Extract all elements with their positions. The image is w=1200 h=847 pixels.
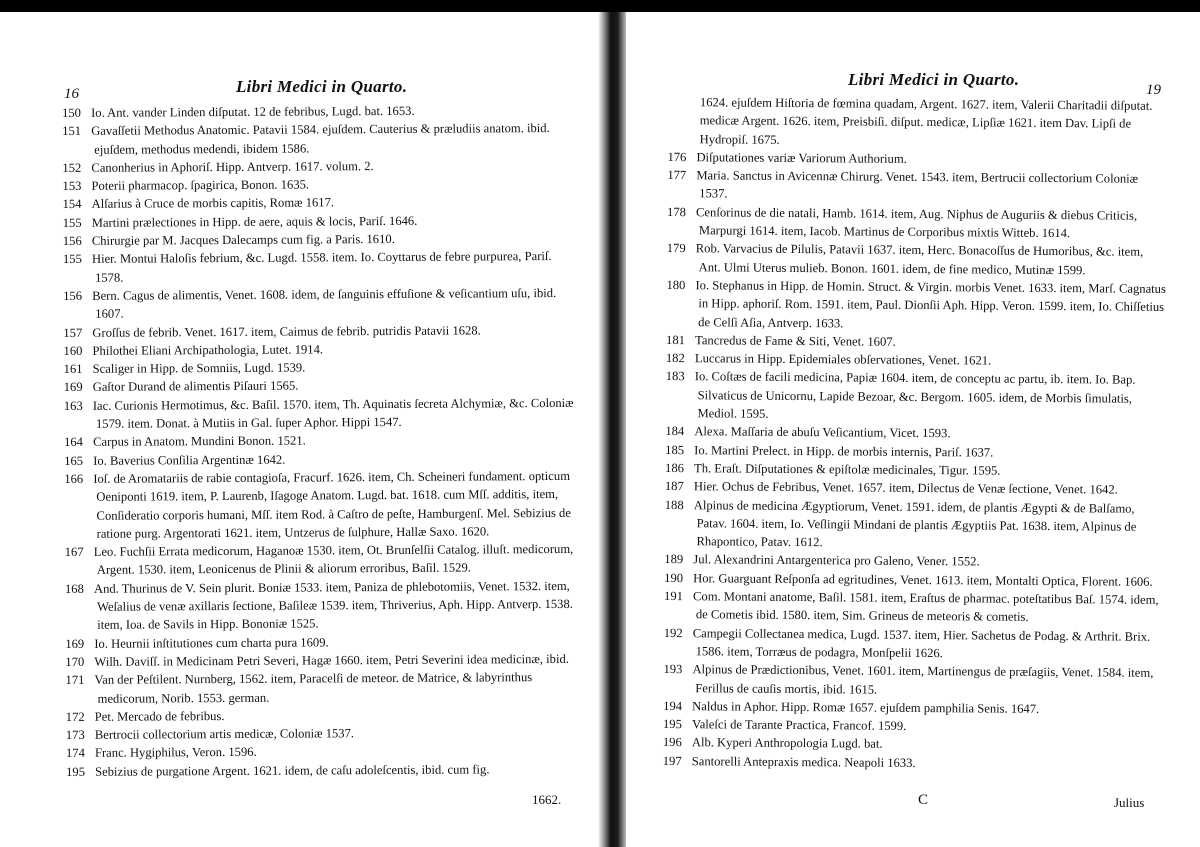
- entry-number: 164: [64, 435, 83, 450]
- entry-text: Bern. Cagus de alimentis, Venet. 1608. idem, de ſanguinis effuſione & veſicantium uſu, ibid. 1607.: [92, 285, 557, 322]
- catalog-entry: [667, 203, 1167, 244]
- entry-number: 192: [663, 625, 683, 640]
- entry-text: Io. Martini Prelect. in Hipp. de morbis internis, Pariſ. 1637.: [694, 442, 994, 460]
- entry-number: 174: [65, 746, 85, 761]
- entry-text: Van der Peſtilent. Nurnberg, 1562. item, Paracelſi de meteor. de Matrice, & labyrinthus medicorum, Norib. 1553. german.: [94, 670, 533, 706]
- entry-number: 156: [62, 233, 82, 249]
- entry-text: Santorelli Antepraxis medica. Neapoli 1633.: [691, 753, 916, 770]
- entry-text: Pet. Mercado de febribus.: [94, 708, 225, 724]
- catalog-entry: [65, 668, 580, 708]
- entry-text: Alb. Kyperi Anthropologia Lugd. bat.: [691, 735, 883, 752]
- entry-text: Com. Montani anatome, Baſil. 1581. item, Eraſtus de pharmac. poteſtatibus Baſ. 1574. idem, de Cometis ibid. 1580. item, Sim. Grineus de meteoris & cometis.: [692, 589, 1159, 625]
- entry-text: Luccarus in Hipp. Epidemiales obſervationes, Venet. 1621.: [694, 351, 992, 368]
- entry-text: Ioſ. de Aromatariis de rabie contagioſa, Fracurf. 1626. item, Ch. Scheineri fundament. opticum Oeniponti 1619. item, P. Laurenb, Iſagoge Anatom. Lugd. bat. 1618. cum Mſſ. additis, item, Conſideratio corporis humani, Mſſ. item Rod. à Caſtro de peſte, Hamburgenſ. Mel. Sebizius de ratione purg. Argentorati 1621. item, Untzerus de ſulphure, Hallæ Saxo. 1620.: [93, 468, 571, 541]
- entry-text: Tancredus de Fame & Siti, Venet. 1607.: [695, 333, 896, 349]
- catalog-entry: [66, 760, 581, 781]
- entry-text: Rob. Varvacius de Pilulis, Patavii 1637. item, Herc. Bonacoſſus de Humoribus, &c. item, Ant. Ulmi Uterus mulieb. Bonon. 1601. idem, de fine medico, Mutinæ 1599.: [695, 241, 1144, 277]
- entry-text: Io. Ant. vander Linden diſputat. 12 de febribus, Lugd. bat. 1653.: [91, 103, 415, 120]
- entry-text: Sebizius de purgatione Argent. 1621. idem, de caſu adoleſcentis, ibid. cum fig.: [95, 762, 490, 779]
- catalog-entry: [664, 624, 1164, 665]
- entry-text: Martini prælectiones in Hipp. de aere, aquis & locis, Pariſ. 1646.: [91, 213, 418, 230]
- entry-list: [663, 93, 1168, 774]
- catalog-entry: [64, 394, 579, 434]
- entry-text: Leo. Fuchſii Errata medicorum, Haganoæ 1530. item, Ot. Brunſelſii Catalog. illuſt. medicorum, Argent. 1530. item, Leonicenus de Plinii & aliorum erroribus, Baſil. 1529.: [93, 542, 574, 578]
- catalog-entry: [63, 247, 578, 287]
- right-page: [626, 12, 1200, 847]
- entry-number: 161: [63, 362, 83, 377]
- entry-number: 183: [665, 369, 685, 384]
- left-page: [0, 12, 598, 847]
- entry-text: Alexa. Maſſaria de abuſu Veſicantium, Vicet. 1593.: [694, 424, 951, 441]
- entry-text: Carpus in Anatom. Mundini Bonon. 1521.: [93, 433, 306, 450]
- entry-number: 152: [62, 160, 82, 175]
- entry-number: 150: [62, 105, 81, 120]
- entry-number: 182: [665, 351, 685, 366]
- entry-number: 167: [64, 545, 84, 560]
- entry-number: 185: [665, 442, 685, 457]
- entry-number: 179: [666, 241, 686, 256]
- catalog-entry: [65, 577, 580, 635]
- running-title: Libri Medici in Quarto.: [848, 70, 1020, 89]
- entry-text: Io. Stephanus in Hipp. de Homin. Struct. & Virgin. morbis Venet. 1633. item, Marſ. Cagnatus in Hipp. aphoriſ. Rom. 1591. item, Paul. Dionſii Aph. Hipp. Veron. 1599. item, Io. Chiſſetius de Celſi Aſia, Antverp. 1633.: [695, 278, 1166, 330]
- scan-top-edge: [0, 0, 1200, 12]
- running-title: Libri Medici in Quarto.: [236, 77, 408, 96]
- page-number: 19: [1146, 82, 1161, 98]
- entry-text: Diſputationes variæ Variorum Authorium.: [696, 150, 907, 166]
- entry-text: Io. Heurnii inſtitutiones cum charta pura 1609.: [94, 634, 329, 651]
- entry-text: Wilh. Daviſſ. in Medicinam Petri Severi, Hagæ 1660. item, Petri Severini idea medicinæ, ibid.: [94, 651, 569, 669]
- entry-text: Canonherius in Aphoriſ. Hipp. Antverp. 1617. volum. 2.: [91, 158, 374, 175]
- continued-entry: 1624. ejuſdem Hiſtoria de fœmina quadam, Argent. 1627. item, Valerii Charitadii diſputat. medicæ Argent. 1626. item, Preisbiſi. diſput. medicæ, Lipſiæ 1621. item Dav. Lipſi de Hydropiſ. 1675.: [699, 95, 1153, 147]
- entry-text: Iac. Curionis Hermotimus, &c. Baſil. 1570. item, Th. Aquinatis ſecreta Alchymiæ, &c. Coloniæ 1579. item. Donat. à Mutiis in Gal. ſuper Aphor. Hippi 1547.: [92, 395, 574, 431]
- entry-number: 170: [65, 654, 85, 669]
- entry-number: 194: [663, 698, 683, 713]
- entry-number: 157: [63, 325, 83, 340]
- catalog-entry: [62, 119, 577, 159]
- entry-text: Hor. Guarguant Reſponſa ad egritudines, Venet. 1613. item, Montalti Optica, Florent. 1606.: [693, 570, 1153, 589]
- entry-text: Th. Eraſt. Diſputationes & epiſtolæ medicinales, Tigur. 1595.: [693, 461, 1001, 478]
- entry-text: Hier. Montui Haloſis febrium, &c. Lugd. 1558. item. Io. Coyttarus de febre purpurea, Pariſ. 1578.: [91, 249, 552, 285]
- entry-number: 180: [666, 277, 686, 293]
- entry-number: 156: [63, 288, 83, 303]
- entry-text: Naldus in Aphor. Hipp. Romæ 1657. ejuſdem pamphilia Senis. 1647.: [692, 699, 1040, 716]
- entry-number: 184: [665, 424, 685, 439]
- entry-text: And. Thurinus de V. Sein plurit. Boniæ 1533. item, Paniza de phlebotomiis, Venet. 1532. item, Weſalius de venæ axillaris ſectione, Baſileæ 1539. item, Thriverius, Aph. Hipp. Antverp. 1538. item, Ioa. de Savils in Hipp. Bononiæ 1525.: [93, 578, 573, 633]
- book-gutter: [598, 12, 626, 847]
- entry-number: 196: [662, 735, 682, 750]
- entry-number: 195: [66, 764, 86, 779]
- entry-number: 151: [62, 124, 82, 139]
- entry-number: 169: [63, 380, 83, 395]
- catalog-entry: [667, 166, 1167, 207]
- entry-text: Io. Baverius Conſilia Argentinæ 1642.: [93, 452, 286, 468]
- entry-number: 190: [664, 570, 684, 585]
- catalog-entry: [64, 467, 579, 543]
- catalog-entry: [663, 660, 1163, 701]
- entry-text: Alſarius à Cruce de morbis capitis, Romæ 1617.: [91, 195, 335, 212]
- entry-number: 189: [664, 552, 684, 567]
- catalog-entry: [663, 752, 1163, 774]
- entry-text: Valeſci de Tarante Practica, Francof. 1599.: [691, 717, 907, 733]
- entry-text: Chirurgie par M. Jacques Dalecamps cum fig. a Paris. 1610.: [91, 232, 395, 248]
- catalog-entry: [63, 284, 578, 324]
- entry-number: 178: [667, 204, 687, 219]
- catchword: Julius: [1114, 795, 1145, 810]
- entry-text: Jul. Alexandrini Antargenterica pro Galeno, Vener. 1552.: [693, 552, 980, 569]
- entry-text: Poterii pharmacop. ſpagirica, Bonon. 1635.: [91, 177, 310, 194]
- catalog-entry: [65, 540, 580, 580]
- entry-text: Alpinus de medicina Ægyptiorum, Venet. 1591. idem, de plantis Ægypti & de Balſamo, Patav. 1604. item, Io. Veſlingii Mindani de plantis Ægyptiis Pat. 1638. item, Alpinus de Rhapontico, Patav. 1612.: [693, 497, 1137, 550]
- catalog-entry: [664, 587, 1164, 628]
- entry-number: 168: [64, 581, 84, 596]
- entry-text: Bertrocii collectorium artis medicæ, Coloniæ 1537.: [94, 726, 355, 742]
- entry-number: 177: [667, 168, 687, 183]
- catalog-entry: [666, 276, 1166, 335]
- entry-text: Cenſorinus de die natali, Hamb. 1614. item, Aug. Niphus de Auguriis & diebus Criticis, Marpurgi 1614. item, Iacob. Martinus de Corporibus mixtis Witteb. 1614.: [696, 205, 1138, 241]
- entry-number: 186: [665, 460, 685, 476]
- entry-number: 163: [63, 398, 83, 413]
- entry-text: Campegii Collectanea medica, Lugd. 1537. item, Hier. Sachetus de Podag. & Arthrit. Brix. 1586. item, Torræus de podagra, Monſpelii 1626.: [692, 625, 1151, 661]
- entry-number: 160: [63, 343, 83, 358]
- entry-text: Philothei Eliani Archipathologia, Lutet. 1914.: [92, 342, 324, 358]
- entry-text: Groſſus de febrib. Venet. 1617. item, Caimus de febrib. putridis Patavii 1628.: [92, 323, 481, 340]
- entry-number: 173: [65, 727, 85, 743]
- entry-list: [62, 101, 581, 781]
- entry-number: 188: [664, 497, 684, 512]
- entry-number: 171: [65, 673, 85, 688]
- entry-text: Gavaſſetii Methodus Anatomic. Patavii 1584. ejuſdem. Cauterius & præludiis anatom. ibid. ejuſdem, methodus medendi, ibidem 1586.: [91, 121, 550, 157]
- entry-number: 187: [664, 479, 684, 494]
- entry-number: 154: [62, 197, 82, 212]
- entry-text: Maria. Sanctus in Avicennæ Chirurg. Venet. 1543. item, Bertrucii collectorium Coloniæ 1537.: [696, 168, 1139, 201]
- entry-number: 176: [667, 149, 687, 165]
- entry-number: 172: [65, 709, 85, 724]
- entry-number: 191: [663, 589, 683, 604]
- entry-text: Alpinus de Prædictionibus, Venet. 1601. item, Martinengus de præſagiis, Venet. 1584. item, Ferillus de cauſis mortis, ibid. 1615.: [692, 662, 1154, 697]
- entry-text: Hier. Ochus de Febribus, Venet. 1657. item, Dilectus de Venæ ſectione, Venet. 1642.: [693, 479, 1118, 497]
- entry-number: 169: [65, 636, 85, 651]
- signature-mark: C: [918, 792, 929, 808]
- entry-number: 165: [64, 453, 84, 468]
- entry-number: 193: [663, 662, 683, 677]
- page-number: 16: [64, 86, 79, 102]
- entry-number: 155: [62, 215, 82, 230]
- entry-number: 155: [62, 252, 82, 267]
- catchword: 1662.: [532, 792, 562, 807]
- entry-number: 197: [662, 753, 682, 768]
- entry-number: 153: [62, 179, 82, 194]
- entry-text: Io. Coſtæs de facili medicina, Papiæ 1604. item, de conceptu ac partu, ib. item. Io. Bap. Silvaticus de Unicornu, Lapide Bezoar, &c. Bergom. 1605. idem, de Morbis ſimulatis, Mediol. 1595.: [694, 369, 1136, 421]
- entry-number: 195: [662, 717, 682, 732]
- entry-number: 181: [666, 332, 686, 347]
- entry-number: 166: [64, 471, 84, 486]
- entry-text: Scaliger in Hipp. de Somniis, Lugd. 1539.: [92, 360, 306, 376]
- catalog-entry: [665, 367, 1165, 426]
- entry-text: Franc. Hygiphilus, Veron. 1596.: [94, 745, 257, 761]
- catalog-entry: [667, 239, 1167, 280]
- entry-text: Gaſtor Durand de alimentis Piſauri 1565.: [92, 379, 299, 395]
- catalog-entry: [664, 496, 1164, 555]
